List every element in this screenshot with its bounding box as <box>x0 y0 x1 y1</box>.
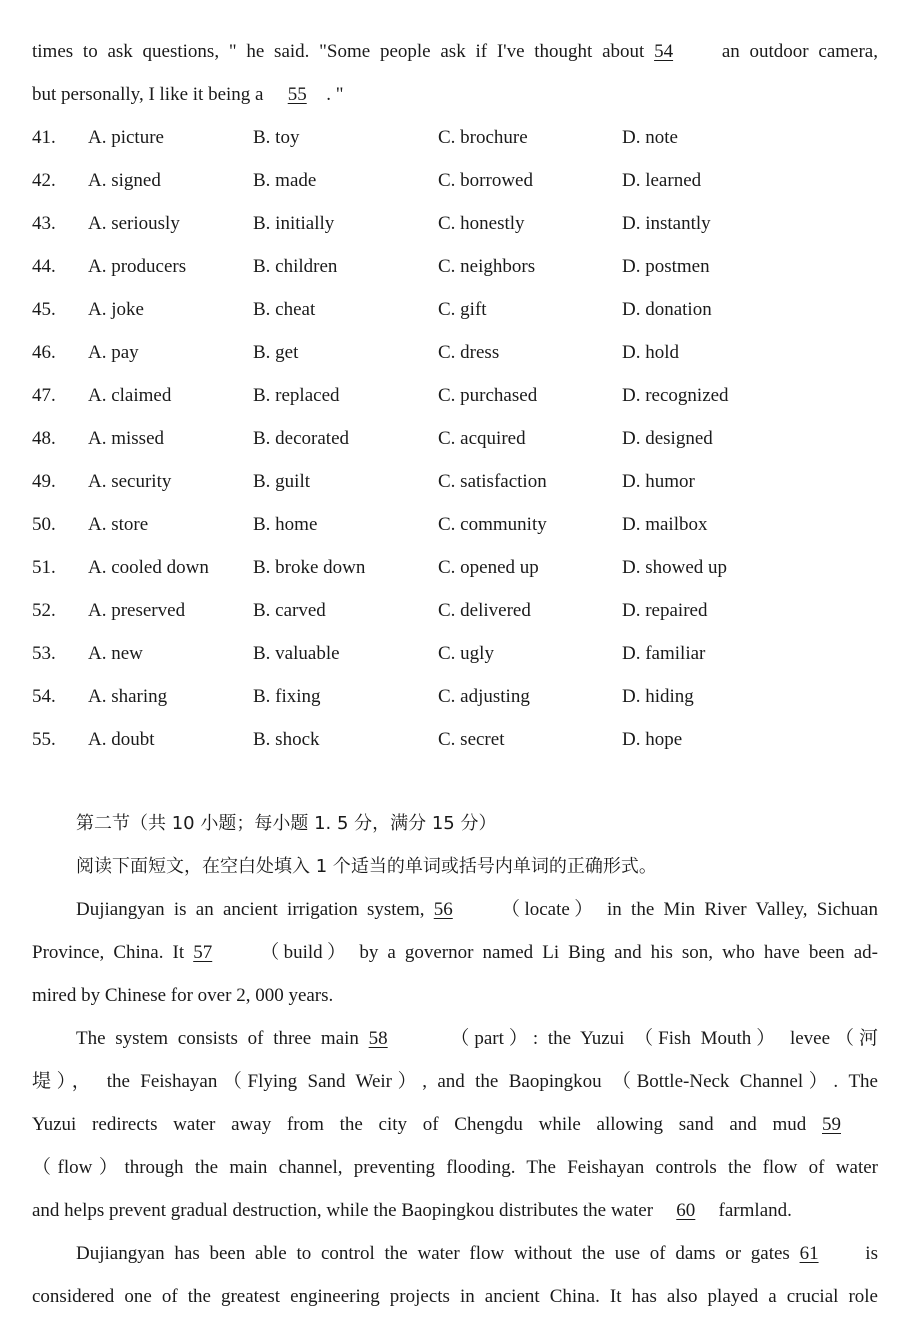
passage-line <box>32 1113 878 1137</box>
passage-line <box>32 941 878 965</box>
option-b[interactable]: B. get <box>253 342 299 363</box>
option-a[interactable]: A. doubt <box>88 729 155 750</box>
option-a[interactable]: A. picture <box>88 127 164 148</box>
option-a[interactable]: A. seriously <box>88 213 180 234</box>
option-d[interactable]: D. hold <box>622 342 679 363</box>
blank-54[interactable]: 54 <box>654 41 674 62</box>
option-d[interactable]: D. familiar <box>622 643 706 664</box>
passage-line: 堤）， the Feishayan（Flying Sand Weir）, and the Baopingkou （Bottle-Neck Channel）. The <box>32 1071 878 1092</box>
passage-line <box>32 83 878 107</box>
option-c[interactable]: C. gift <box>438 299 487 320</box>
option-d[interactable]: D. mailbox <box>622 514 708 535</box>
option-c[interactable]: C. honestly <box>438 213 525 234</box>
blank-55[interactable]: 55 <box>287 84 307 105</box>
option-b[interactable]: B. children <box>253 256 338 277</box>
passage-line <box>32 1199 878 1223</box>
passage-text: an outdoor camera, <box>712 41 878 62</box>
question-number: 43. <box>32 213 56 234</box>
passage-text: . " <box>326 84 344 105</box>
passage-text: Dujiangyan is an ancient irrigation system, <box>76 899 434 920</box>
option-b[interactable]: B. cheat <box>253 299 316 320</box>
section-instruction: 阅读下面短文，在空白处填入 1 个适当的单词或括号内单词的正确形式。 <box>76 856 657 877</box>
passage-line: （flow）through the main channel, preventing flooding. The Feishayan controls the flow of water <box>32 1157 878 1178</box>
passage-text: but personally, I like it being a <box>32 84 269 105</box>
option-d[interactable]: D. recognized <box>622 385 729 406</box>
question-number: 54. <box>32 686 56 707</box>
option-a[interactable]: A. cooled down <box>88 557 209 578</box>
question-number: 47. <box>32 385 56 406</box>
option-a[interactable]: A. joke <box>88 299 144 320</box>
question-number: 41. <box>32 127 56 148</box>
passage-text: Province, China. It <box>32 942 194 963</box>
option-b[interactable]: B. toy <box>253 127 300 148</box>
question-row <box>32 556 878 580</box>
question-row <box>32 384 878 408</box>
option-d[interactable]: D. showed up <box>622 557 728 578</box>
option-d[interactable]: D. repaired <box>622 600 708 621</box>
question-row <box>32 126 878 150</box>
option-d[interactable]: D. instantly <box>622 213 711 234</box>
option-d[interactable]: D. hiding <box>622 686 694 707</box>
option-d[interactable]: D. postmen <box>622 256 710 277</box>
passage-text: （locate） in the Min River Valley, Sichuan <box>491 899 878 920</box>
question-number: 50. <box>32 514 56 535</box>
option-b[interactable]: B. fixing <box>253 686 321 707</box>
question-number: 51. <box>32 557 56 578</box>
option-c[interactable]: C. community <box>438 514 547 535</box>
option-b[interactable]: B. replaced <box>253 385 340 406</box>
option-d[interactable]: D. donation <box>622 299 712 320</box>
option-c[interactable]: C. ugly <box>438 643 494 664</box>
option-d[interactable]: D. learned <box>622 170 702 191</box>
question-row <box>32 427 878 451</box>
option-c[interactable]: C. adjusting <box>438 686 530 707</box>
question-number: 45. <box>32 299 56 320</box>
option-c[interactable]: C. acquired <box>438 428 526 449</box>
option-c[interactable]: C. borrowed <box>438 170 533 191</box>
question-number: 55. <box>32 729 56 750</box>
option-c[interactable]: C. secret <box>438 729 505 750</box>
option-d[interactable]: D. humor <box>622 471 695 492</box>
passage-text: and helps prevent gradual destruction, while the Baopingkou distributes the water <box>32 1200 658 1221</box>
option-a[interactable]: A. sharing <box>88 686 168 707</box>
blank-60[interactable]: 60 <box>676 1200 696 1221</box>
blank-56[interactable]: 56 <box>433 899 453 920</box>
question-row <box>32 255 878 279</box>
passage-text: （part）: the Yuzui （Fish Mouth） levee（河 <box>440 1028 878 1049</box>
question-number: 48. <box>32 428 56 449</box>
passage-text: （build） by a governor named Li Bing and his son, who have been ad- <box>251 942 879 963</box>
option-a[interactable]: A. security <box>88 471 172 492</box>
passage-line <box>32 40 878 64</box>
option-c[interactable]: C. opened up <box>438 557 539 578</box>
blank-59[interactable]: 59 <box>822 1114 841 1135</box>
question-row <box>32 685 878 709</box>
question-row <box>32 212 878 236</box>
question-number: 49. <box>32 471 56 492</box>
option-b[interactable]: B. valuable <box>253 643 340 664</box>
option-c[interactable]: C. dress <box>438 342 500 363</box>
option-b[interactable]: B. initially <box>253 213 335 234</box>
option-c[interactable]: C. neighbors <box>438 256 536 277</box>
question-number: 52. <box>32 600 56 621</box>
option-d[interactable]: D. designed <box>622 428 713 449</box>
option-d[interactable]: D. note <box>622 127 678 148</box>
passage-text: times to ask questions, " he said. "Some people ask if I've thought about <box>32 41 655 62</box>
option-a[interactable]: A. preserved <box>88 600 186 621</box>
option-b[interactable]: B. carved <box>253 600 326 621</box>
question-row <box>32 470 878 494</box>
section-heading: 第二节（共 10 小题；每小题 1. 5 分，满分 15 分） <box>76 813 497 834</box>
option-a[interactable]: A. claimed <box>88 385 172 406</box>
question-row <box>32 169 878 193</box>
question-row <box>32 599 878 623</box>
passage-text: Yuzui redirects water away from the city of Chengdu while allowing sand and mud <box>32 1114 822 1135</box>
option-c[interactable]: C. delivered <box>438 600 531 621</box>
question-row <box>32 298 878 322</box>
passage-line <box>76 898 878 922</box>
question-row <box>32 642 878 666</box>
option-b[interactable]: B. home <box>253 514 318 535</box>
passage-line <box>76 1027 878 1051</box>
option-a[interactable]: A. store <box>88 514 149 535</box>
question-row <box>32 341 878 365</box>
option-a[interactable]: A. pay <box>88 342 139 363</box>
option-a[interactable]: A. new <box>88 643 143 664</box>
passage-text: The system consists of three main <box>76 1028 369 1049</box>
option-b[interactable]: B. shock <box>253 729 320 750</box>
question-row <box>32 513 878 537</box>
option-a[interactable]: A. producers <box>88 256 187 277</box>
passage-line: mired by Chinese for over 2, 000 years. <box>32 985 334 1006</box>
option-a[interactable]: A. missed <box>88 428 164 449</box>
passage-line: considered one of the greatest engineering projects in ancient China. It has also played a crucial role <box>32 1286 878 1307</box>
option-b[interactable]: B. broke down <box>253 557 366 578</box>
option-c[interactable]: C. satisfaction <box>438 471 547 492</box>
option-c[interactable]: C. brochure <box>438 127 528 148</box>
question-number: 53. <box>32 643 56 664</box>
passage-text: is <box>855 1243 878 1264</box>
option-b[interactable]: B. made <box>253 170 317 191</box>
option-b[interactable]: B. guilt <box>253 471 311 492</box>
question-number: 42. <box>32 170 56 191</box>
passage-text: Dujiangyan has been able to control the water flow without the use of dams or gates <box>76 1243 800 1264</box>
passage-line <box>76 1242 878 1266</box>
passage-text: farmland. <box>713 1200 792 1221</box>
option-c[interactable]: C. purchased <box>438 385 538 406</box>
blank-58[interactable]: 58 <box>368 1028 388 1049</box>
option-d[interactable]: D. hope <box>622 729 683 750</box>
question-row <box>32 728 878 752</box>
question-number: 44. <box>32 256 56 277</box>
option-b[interactable]: B. decorated <box>253 428 350 449</box>
option-a[interactable]: A. signed <box>88 170 161 191</box>
question-number: 46. <box>32 342 56 363</box>
blank-61[interactable]: 61 <box>799 1243 819 1264</box>
blank-57[interactable]: 57 <box>193 942 213 963</box>
